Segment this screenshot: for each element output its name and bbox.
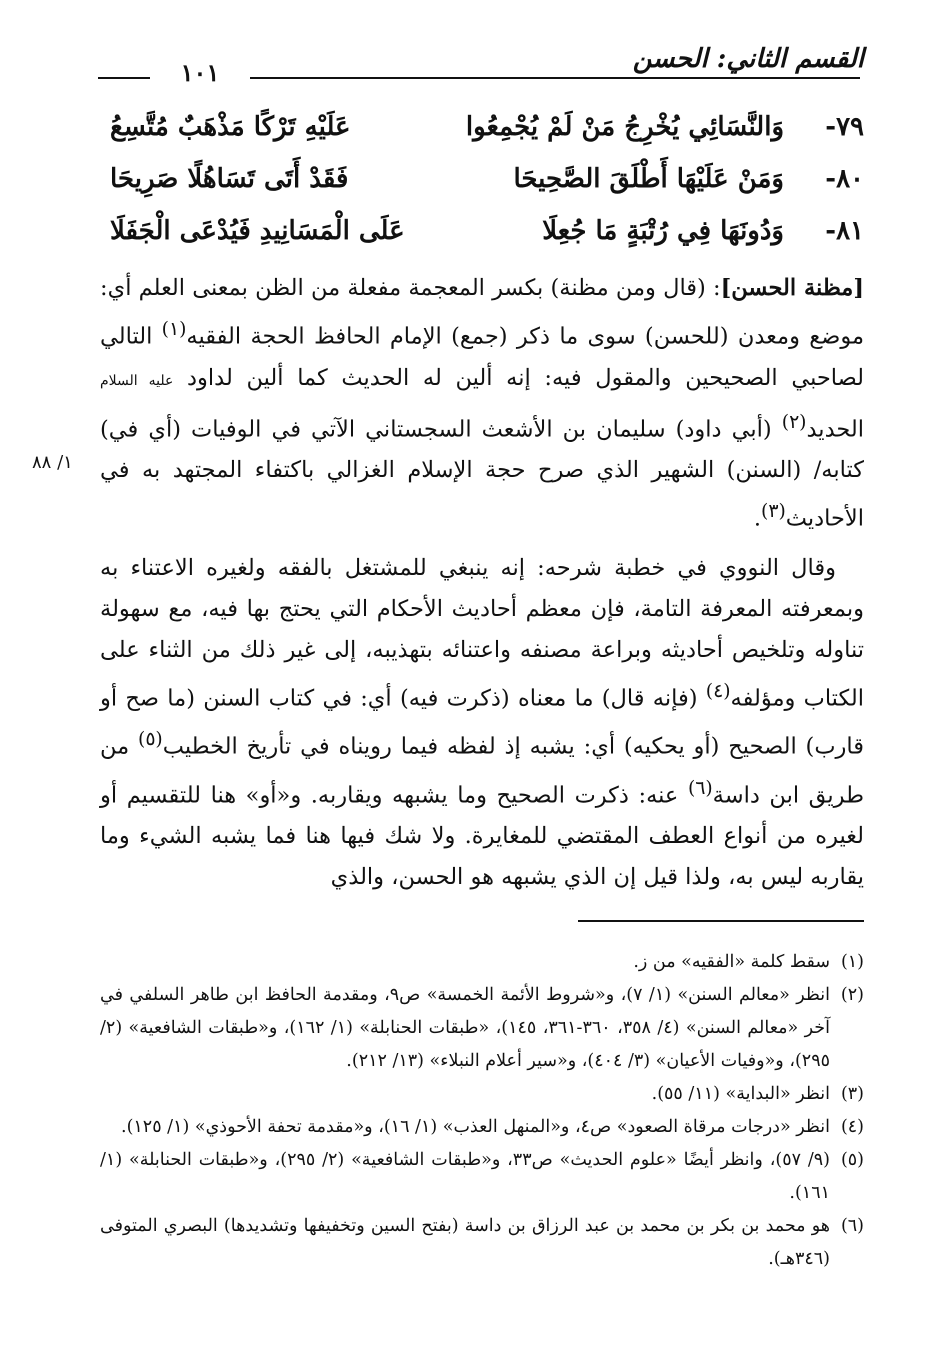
text-run: الحديد <box>806 416 865 442</box>
text-run: من طريق ابن داسة <box>100 733 865 808</box>
footnote-3 <box>100 1078 864 1111</box>
footnote-number: (٢) <box>840 985 864 1005</box>
header-rule-left <box>98 77 150 79</box>
footnote-text: هو محمد بن بكر بن محمد بن عبد الرزاق بن داسة (بفتح السين وتخفيفها وتشديدها) البصري المتوفى (٣٤٦هـ). <box>100 1216 830 1269</box>
text-run: عنه: ذكرت الصحيح وما يشبهه ويقاربه. و«أو» هنا للتقسيم أو لغيره من أنواع العطف المقتضي للمغايرة. ولا شك فيها هنا فما يشبه الشيء وما يقاربه ليس به، ولذا قيل إن الذي يشبهه هو الحسن، والذي <box>100 782 864 890</box>
paragraph <box>100 268 864 540</box>
verse-second-hemistich: فَقَدْ أَتَى تَسَاهُلًا صَرِيحَا <box>110 164 349 194</box>
verse-second-hemistich: عَلَيْهِ تَرْكًا مَذْهَبٌ مُتَّسِعُ <box>110 112 351 142</box>
verse-number: ٨١- <box>825 216 864 246</box>
honorific-symbol: عليه السلام <box>100 372 174 389</box>
verse-first-hemistich: وَمَنْ عَلَيْهَا أَطْلَقَ الصَّحِيحَا <box>513 164 784 194</box>
footnote-4 <box>100 1111 864 1144</box>
verse-first-hemistich: وَالنَّسَائِي يُخْرِجُ مَنْ لَمْ يُجْمِعُوا <box>465 112 784 142</box>
footnote-rule <box>578 920 864 922</box>
footnote-number: (١) <box>840 952 864 972</box>
footnote-6 <box>100 1210 864 1276</box>
footnote-number: (٦) <box>840 1216 864 1236</box>
paragraph <box>100 548 864 899</box>
header-rule-right <box>250 77 860 79</box>
verse-79 <box>110 112 864 164</box>
footnote-number: (٤) <box>840 1117 864 1137</box>
text-run: التالي لصاحبي الصحيحين والمقول فيه: إنه ألين له الحديث كما ألين لداود <box>100 323 864 391</box>
text-run: . <box>753 505 762 532</box>
text-run: (فإنه قال) ما معناه (ذكرت فيه) أي: في كتاب السنن (ما صح أو قارب) الصحيح (أو يحكيه) أي: يشبه إذ لفظه فيما رويناه في تأريخ الخطيب <box>100 685 864 760</box>
footnote-5 <box>100 1144 864 1210</box>
footnote-text: (٩/ ٥٧)، وانظر أيضًا «علوم الحديث» ص٣٣، و«طبقات الشافعية» (٢/ ٢٩٥)، و«طبقات الحنابلة» (١/ ١٦١). <box>100 1150 830 1203</box>
verse-second-hemistich: عَلَى الْمَسَانِيدِ فَيُدْعَى الْجَفَلَا <box>110 216 405 246</box>
footnote-1 <box>100 946 864 979</box>
footnote-ref: (٤) <box>705 680 731 702</box>
footnote-text: انظر «درجات مرقاة الصعود» ص٤، و«المنهل العذب» (١/ ١٦)، و«مقدمة تحفة الأحوذي» (١/ ١٢٥). <box>121 1117 830 1137</box>
commentary-body <box>100 268 864 898</box>
footnote-ref: (٦) <box>687 777 713 799</box>
footnote-text: سقط كلمة «الفقيه» من ز. <box>633 952 830 972</box>
footnote-ref: (٣) <box>761 501 786 522</box>
margin-folio-note: ١/ ٨٨ <box>32 452 73 473</box>
footnotes <box>100 946 864 1276</box>
text-run: وقال النووي في خطبة شرحه: إنه ينبغي للمشتغل بالفقه ولغيره الاعتناء به وبمعرفته المعرفة التامة، فإن معظم أحاديث الأحكام التي يحتج بها فيه، مع سهولة تناوله وتلخيص أحاديثه وبراعة مصنفه واعتنائه بتهذيبه، إلى غير ذلك من الثناء على الكتاب ومؤلفه <box>100 554 864 711</box>
footnote-ref: (١) <box>161 319 187 340</box>
verse-number: ٨٠- <box>825 164 864 194</box>
footnote-text: انظر «معالم السنن» (١/ ٧)، و«شروط الأئمة الخمسة» ص٩، ومقدمة الحافظ ابن طاهر السلفي في آخر «معالم السنن» (٤/ ٣٥٨، ٣٦٠-٣٦١، ١٤٥)، «طبقات الحنابلة» (١/ ١٦٢)، و«طبقات الشافعية» (٢/ ٢٩٥)، و«وفيات الأعيان» (٣/ ٤٠٤)، و«سير أعلام النبلاء» (١٣/ ٢١٢). <box>100 985 830 1071</box>
footnote-ref: (٥) <box>138 729 163 750</box>
poem-verses <box>110 112 864 268</box>
verse-81 <box>110 216 864 268</box>
text-run: : (قال ومن مظنة) بكسر المعجمة مفعلة من الظن بمعنى العلم أي: موضع ومعدن (للحسن) سوى ما ذكر (جمع) الإمام الحافظ الحجة الفقيه <box>100 275 864 350</box>
footnote-ref: (٢) <box>781 411 807 433</box>
footnote-number: (٣) <box>840 1084 864 1104</box>
verse-number: ٧٩- <box>825 112 864 142</box>
footnote-2 <box>100 979 864 1078</box>
verse-first-hemistich: وَدُونَهَا فِي رُتْبَةٍ مَا جُعِلَا <box>542 216 784 246</box>
section-keyword: [مظنة الحسن] <box>720 275 864 301</box>
footnote-number: (٥) <box>840 1150 864 1170</box>
page-number: ١٠١ <box>180 58 220 87</box>
verse-80 <box>110 164 864 216</box>
footnote-text: انظر «البداية» (١١/ ٥٥). <box>651 1084 830 1104</box>
text-run: (أبي داود) سليمان بن الأشعث السجستاني الآتي في الوفيات (أي في) كتابه/ (السنن) الشهير الذي صرح حجة الإسلام الغزالي باكتفاء المجتهد به في الأحاديث <box>100 416 864 532</box>
running-header-title: القسم الثاني: الحسن <box>632 44 864 74</box>
